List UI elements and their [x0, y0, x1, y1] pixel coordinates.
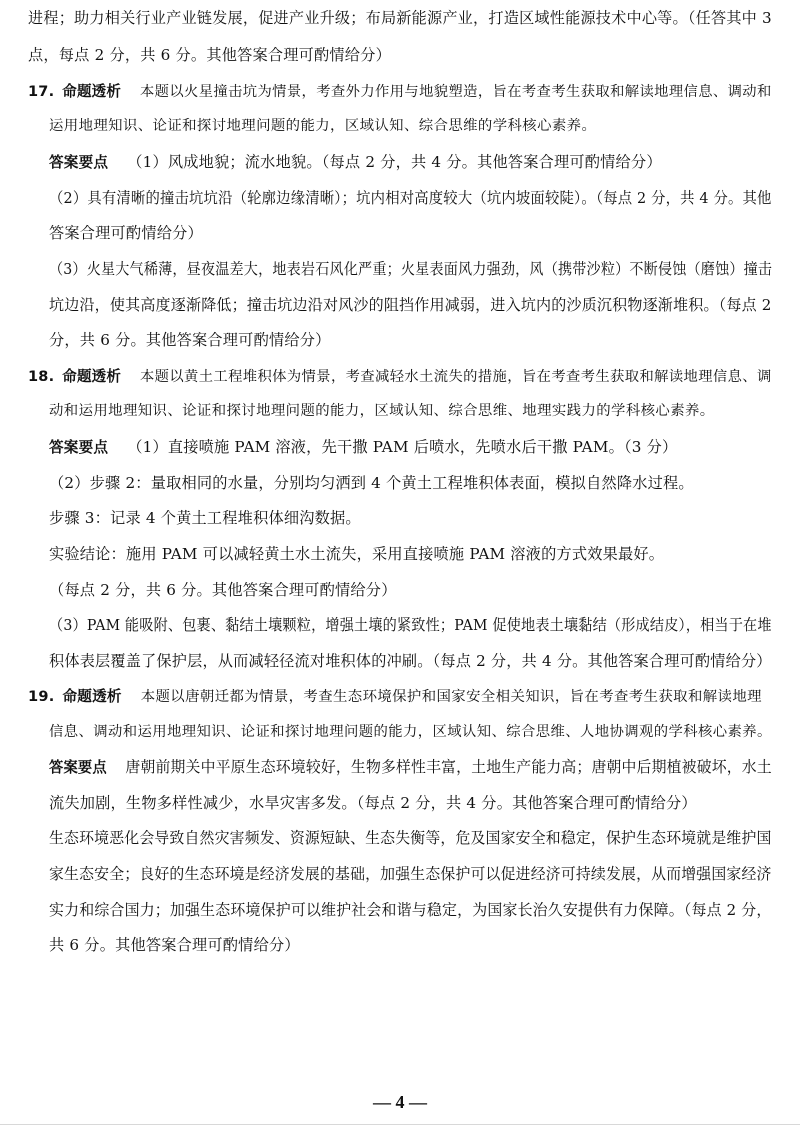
q19-analysis-line-2: 信息、调动和运用地理知识、论证和探讨地理问题的能力，区域认知、综合思维、人地协调观的学科核心素养。: [49, 724, 772, 740]
q18-part3-line-1: （3）PAM 能吸附、包裹、黏结土壤颗粒，增强土壤的紧致性；PAM 促使地表土壤黏结（形成结皮），相当于在堆: [49, 616, 772, 634]
q18-answer-line-1: [49, 437, 677, 458]
q17-part2-line-1: （2）具有清晰的撞击坑坑沿（轮廓边缘清晰）；坑内相对高度较大（坑内坡面较陡）。（每点 2 分，共 4 分。其他: [49, 189, 772, 207]
q18-part2-line-4: （每点 2 分，共 6 分。其他答案合理可酌情给分）: [49, 581, 397, 599]
q18-analysis-line-2: 动和运用地理知识、论证和探讨地理问题的能力，区域认知、综合思维、地理实践力的学科核心素养。: [49, 403, 715, 419]
q17-part3-line-3: 分，共 6 分。其他答案合理可酌情给分）: [49, 331, 331, 349]
q18-part2-line-3: 实验结论：施用 PAM 可以减轻黄土水土流失，采用直接喷施 PAM 溶液的方式效果最好。: [49, 545, 665, 563]
q18-answer-label: 答案要点: [49, 439, 109, 456]
q17-analysis-text-1: 本题以火星撞击坑为情景，考查外力作用与地貌塑造，旨在考查考生获取和解读地理信息、调动和: [139, 84, 772, 100]
q18-analysis-text-1: 本题以黄土工程堆积体为情景，考查减轻水土流失的措施，旨在考查考生获取和解读地理信息、调: [139, 369, 772, 385]
page-number: — 4 —: [373, 1092, 427, 1112]
q17-answer-text-1: （1）风成地貌；流水地貌。（每点 2 分，共 4 分。其他答案合理可酌情给分）: [127, 153, 662, 171]
q18-part3-line-2: 积体表层覆盖了保护层，从而减轻径流对堆积体的冲刷。（每点 2 分，共 4 分。其他答案合理可酌情给分）: [49, 652, 772, 670]
q18-analysis-line-1: [28, 366, 772, 387]
q19-answer-line-1: [49, 757, 772, 778]
q17-number: 17.: [28, 83, 55, 100]
q19-number: 19.: [28, 688, 55, 705]
q18-part2-line-1: （2）步骤 2：量取相同的水量，分别均匀洒到 4 个黄土工程堆积体表面，模拟自然降水过程。: [49, 474, 694, 492]
q19-part2-line-2: 家生态安全；良好的生态环境是经济发展的基础，加强生态保护可以促进经济可持续发展，从而增强国家经济: [49, 865, 772, 883]
bottom-divider: [0, 1124, 800, 1125]
q19-answer-line-2: 流失加剧，生物多样性减少，水旱灾害多发。（每点 2 分，共 4 分。其他答案合理可酌情给分）: [49, 794, 697, 812]
q18-number: 18.: [28, 368, 55, 385]
q19-answer-text-1: 唐朝前期关中平原生态环境较好，生物多样性丰富，土地生产能力高；唐朝中后期植被破坏，水土: [125, 758, 772, 776]
q19-analysis-line-1: [28, 686, 762, 707]
q18-analysis-label: 命题透析: [62, 368, 122, 385]
prev-answer-line-1: 进程；助力相关行业产业链发展，促进产业升级；布局新能源产业，打造区域性能源技术中心等。（任答其中 3: [28, 9, 772, 27]
q17-part3-line-2: 坑边沿，使其高度逐渐降低；撞击坑边沿对风沙的阻挡作用减弱，进入坑内的沙质沉积物逐渐堆积。（每点 2: [49, 296, 772, 314]
q18-answer-text-1: （1）直接喷施 PAM 溶液，先干撒 PAM 后喷水，先喷水后干撒 PAM。（3 分）: [127, 438, 678, 456]
q19-answer-label: 答案要点: [49, 759, 107, 776]
q17-part2-line-2: 答案合理可酌情给分）: [49, 224, 203, 242]
q17-analysis-line-1: [28, 81, 772, 102]
q19-part2-line-4: 共 6 分。其他答案合理可酌情给分）: [49, 936, 300, 954]
prev-answer-line-2: 点，每点 2 分，共 6 分。其他答案合理可酌情给分）: [28, 46, 391, 64]
q17-answer-label: 答案要点: [49, 154, 109, 171]
q17-part3-line-1: （3）火星大气稀薄，昼夜温差大，地表岩石风化严重；火星表面风力强劲，风（携带沙粒）不断侵蚀（磨蚀）撞击: [49, 260, 773, 278]
q19-part2-line-1: 生态环境恶化会导致自然灾害频发、资源短缺、生态失衡等，危及国家安全和稳定，保护生态环境就是维护国: [49, 829, 772, 847]
q17-analysis-label: 命题透析: [62, 83, 122, 100]
q19-analysis-text-1: 本题以唐朝迁都为情景，考查生态环境保护和国家安全相关知识，旨在考查考生获取和解读地理: [140, 689, 762, 705]
q18-part2-line-2: 步骤 3：记录 4 个黄土工程堆积体细沟数据。: [49, 509, 361, 527]
q19-part2-line-3: 实力和综合国力；加强生态环境保护可以维护社会和谐与稳定，为国家长治久安提供有力保障。（每点 2 分，: [49, 901, 772, 919]
q17-answer-line-1: [49, 152, 662, 173]
q17-analysis-line-2: 运用地理知识、论证和探讨地理问题的能力，区域认知、综合思维的学科核心素养。: [49, 118, 597, 134]
q19-analysis-label: 命题透析: [62, 688, 122, 705]
